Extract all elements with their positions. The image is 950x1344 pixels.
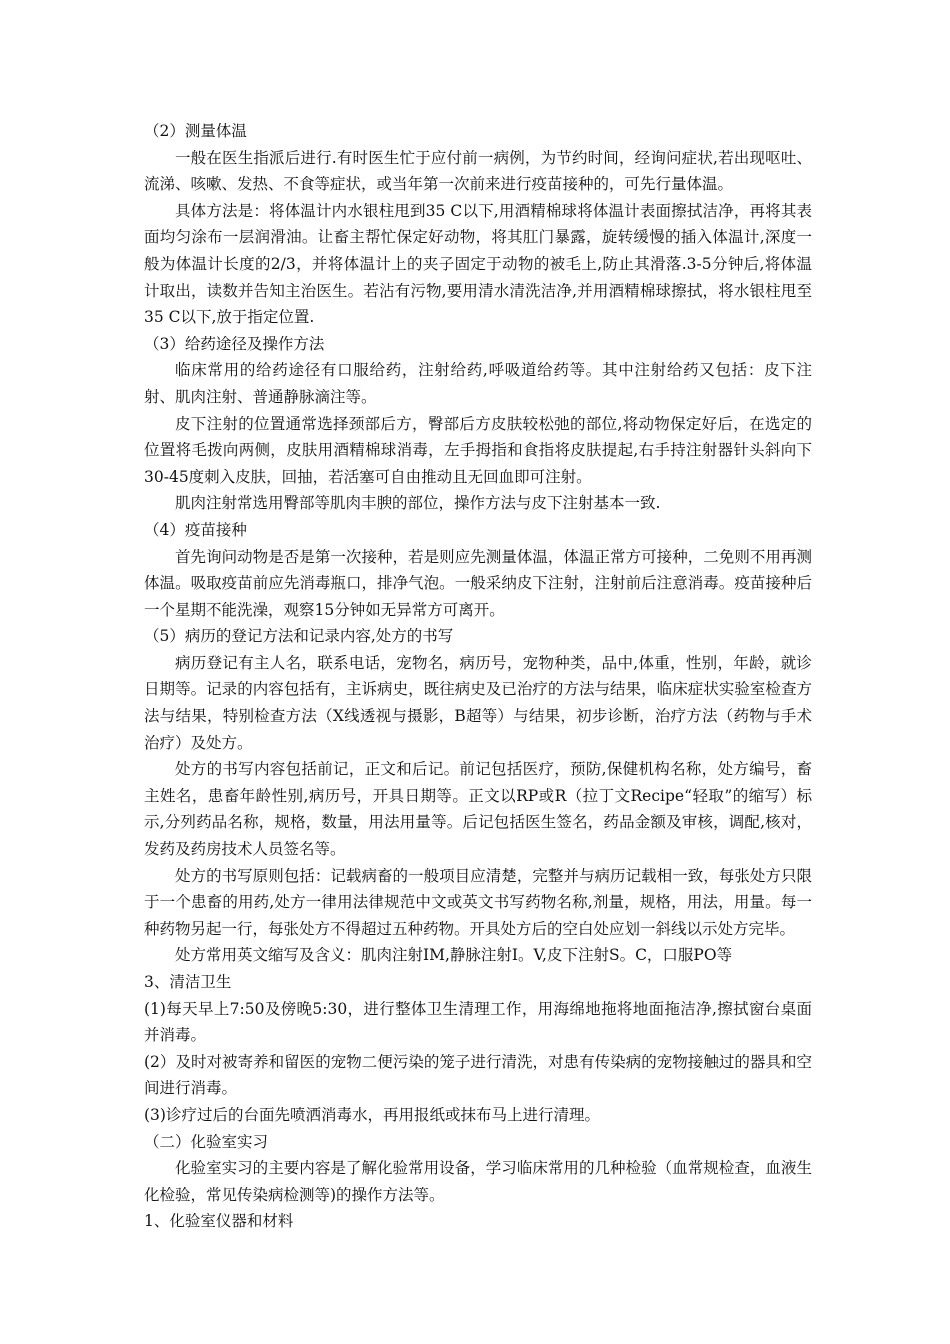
list-item: (1)每天早上7:50及傍晚5:30，进行整体卫生清理工作，用海绵地拖将地面拖洁净,擦拭窗台桌面并消毒。 bbox=[144, 999, 812, 1045]
paragraph: 一般在医生指派后进行.有时医生忙于应付前一病例，为节约时间，经询问症状,若出现呕吐、流涕、咳嗽、发热、不食等症状，或当年第一次前来进行疫苗接种的，可先行量体温。 bbox=[144, 148, 812, 194]
paragraph: 病历登记有主人名，联系电话，宠物名，病历号，宠物种类，品中,体重，性别，年龄，就诊日期等。记录的内容包括有，主诉病史，既往病史及已治疗的方法与结果，临床症状实验室检查方法与结果，特别检查方法（X线透视与摄影，B超等）与结果，初步诊断，治疗方法（药物与手术治疗）及处方。 bbox=[144, 653, 812, 752]
section-heading-lab-equipment: 1、化验室仪器和材料 bbox=[144, 1212, 294, 1231]
paragraph: 具体方法是：将体温计内水银柱甩到35 C以下,用酒精棉球将体温计表面擦拭洁净，再将其表面均匀涂布一层润滑油。让畜主帮忙保定好动物，将其肛门暴露，旋转缓慢的插入体温计,深度一般为体温计长度的2/3，并将体温计上的夹子固定于动物的被毛上,防止其滑落.3-5分钟后,将体温计取出，读数并告知主治医生。若沾有污物,要用清水清洗洁净,并用酒精棉球擦拭，将水银柱甩至35 C以下,放于指定位置. bbox=[144, 201, 812, 327]
paragraph: 处方的书写原则包括：记载病畜的一般项目应清楚，完整并与病历记载相一致，每张处方只限于一个患畜的用药,处方一律用法律规范中文或英文书写药物名称,剂量，规格，用法，用量。每一种药物另起一行，每张处方不得超过五种药物。开具处方后的空白处应划一斜线以示处方完毕。 bbox=[144, 866, 812, 938]
section-heading-medical-records: （5）病历的登记方法和记录内容,处方的书写 bbox=[144, 627, 454, 646]
section-heading-measure-temperature: （2）测量体温 bbox=[144, 122, 247, 140]
section-heading-lab-internship: （二）化验室实习 bbox=[144, 1132, 269, 1151]
section-heading-cleaning: 3、清洁卫生 bbox=[144, 973, 232, 991]
section-heading-vaccination: （4）疫苗接种 bbox=[144, 520, 247, 539]
paragraph: 肌肉注射常选用臀部等肌肉丰腴的部位，操作方法与皮下注射基本一致. bbox=[175, 494, 661, 513]
paragraph: 处方常用英文缩写及含义：肌肉注射IM,静脉注射I。V,皮下注射S。C，口服PO等 bbox=[175, 946, 733, 965]
document-page bbox=[144, 118, 812, 1235]
paragraph: 化验室实习的主要内容是了解化验常用设备，学习临床常用的几种检验（血常规检查，血液生化检验，常见传染病检测等)的操作方法等。 bbox=[144, 1159, 812, 1204]
list-item: (2）及时对被寄养和留医的宠物二便污染的笼子进行清洗，对患有传染病的宠物接触过的器具和空间进行消毒。 bbox=[144, 1052, 812, 1098]
list-item: (3)诊疗过后的台面先喷洒消毒水，再用报纸或抹布马上进行清理。 bbox=[144, 1105, 600, 1124]
paragraph: 临床常用的给药途径有口服给药，注射给药,呼吸道给药等。其中注射给药又包括：皮下注射、肌肉注射、普通静脉滴注等。 bbox=[144, 361, 812, 406]
paragraph: 首先询问动物是否是第一次接种，若是则应先测量体温，体温正常方可接种，二免则不用再测体温。吸取疫苗前应先消毒瓶口，排净气泡。一般采纳皮下注射，注射前后注意消毒。疫苗接种后一个星期不能洗澡，观察15分钟如无异常方可离开。 bbox=[144, 547, 812, 619]
paragraph: 处方的书写内容包括前记，正文和后记。前记包括医疗，预防,保健机构名称，处方编号，畜主姓名，患畜年龄性别,病历号，开具日期等。正文以RP或R（拉丁文Recipe“轻取”的缩写）标示,分列药品名称，规格，数量，用法用量等。后记包括医生签名，药品金额及审核，调配,核对，发药及药房技术人员签名等。 bbox=[144, 760, 812, 859]
paragraph: 皮下注射的位置通常选择颈部后方，臀部后方皮肤较松弛的部位,将动物保定好后，在选定的位置将毛拨向两侧，皮肤用酒精棉球消毒，左手拇指和食指将皮肤提起,右手持注射器针头斜向下30-45度刺入皮肤，回抽，若活塞可自由推动且无回血即可注射。 bbox=[144, 414, 812, 486]
section-heading-drug-administration: （3）给药途径及操作方法 bbox=[144, 334, 325, 353]
